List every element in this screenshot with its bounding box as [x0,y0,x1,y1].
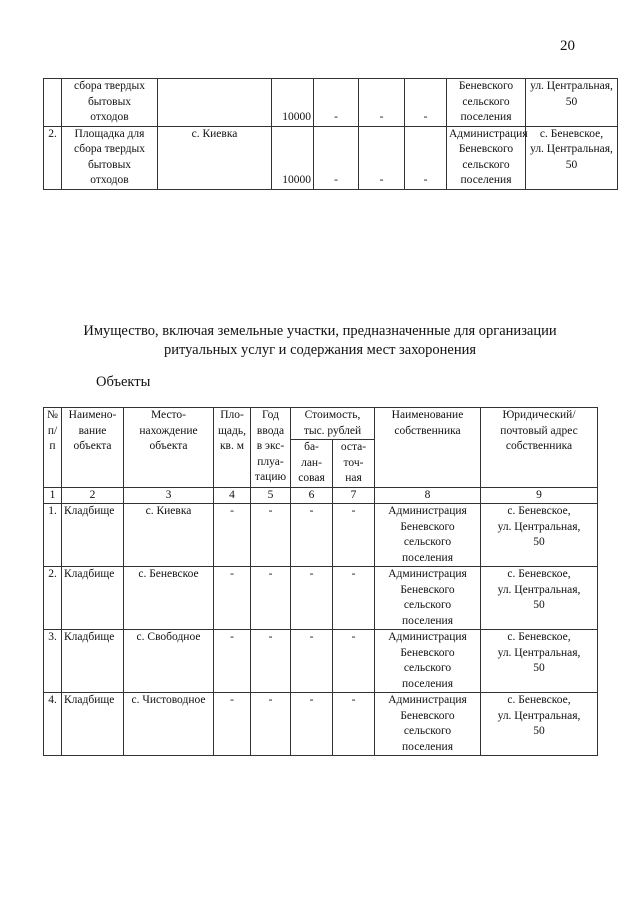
cell-ost: - [333,630,375,693]
cell-year: - [251,693,291,756]
column-number: 4 [214,487,251,504]
cell-bal: - [359,79,405,127]
cell-ost: - [405,126,447,189]
cell-ost: - [333,567,375,630]
cell-location: с. Свободное [124,630,214,693]
column-number-row [44,487,598,504]
cell-area: - [214,693,251,756]
cell-name: Кладбище [62,693,124,756]
cell-year: - [314,79,359,127]
cell-no: 3. [44,630,62,693]
cell-no: 1. [44,504,62,567]
cell-location: с. Киевка [158,126,272,189]
cell-location: с. Чистоводное [124,693,214,756]
header-year: Год ввода в экс- плуа- тацию [251,408,291,488]
cell-location: с. Киевка [124,504,214,567]
cell-name: Кладбище [62,567,124,630]
cell-ost: - [405,79,447,127]
cell-location [158,79,272,127]
cell-owner: Администрация Беневского сельского поселения [375,567,481,630]
cell-bal: - [291,693,333,756]
cell-owner: Беневского сельского поселения [447,79,526,127]
cell-address: ул. Центральная, 50 [526,79,618,127]
cell-address: с. Беневское, ул. Центральная, 50 [526,126,618,189]
column-number: 6 [291,487,333,504]
cell-bal: - [291,567,333,630]
cell-area: - [214,630,251,693]
cell-location: с. Беневское [124,567,214,630]
cell-name: Площадка для сбора твердых бытовых отходов [62,126,158,189]
column-number: 8 [375,487,481,504]
table-row [44,126,618,189]
cell-owner: Администрация Беневского сельского поселения [375,630,481,693]
table-row [44,79,618,127]
section-title-line2: ритуальных услуг и содержания мест захоронения [163,342,477,358]
header-name: Наимено- вание объекта [62,408,124,488]
header-owner: Наименование собственника [375,408,481,488]
page-number: 20 [560,38,575,54]
column-number: 3 [124,487,214,504]
cell-address: с. Беневское, ул. Центральная, 50 [481,693,598,756]
cell-name: Кладбище [62,504,124,567]
column-number: 2 [62,487,124,504]
table-row [44,693,598,756]
cell-bal: - [291,630,333,693]
cell-year: - [314,126,359,189]
cell-bal: - [359,126,405,189]
cell-no: 2. [44,567,62,630]
column-number: 7 [333,487,375,504]
section-title [40,322,600,360]
header-address: Юридический/ почтовый адрес собственника [481,408,598,488]
header-no: № п/п [44,408,62,488]
column-number: 5 [251,487,291,504]
section-title-line1: Имущество, включая земельные участки, предназначенные для организации [83,323,557,339]
cell-no [44,79,62,127]
table-row [44,630,598,693]
cell-year: - [251,630,291,693]
cell-area: - [214,504,251,567]
header-cost: Стоимость, тыс. рублей [291,408,375,440]
table-row [44,504,598,567]
cell-ost: - [333,693,375,756]
cell-bal: - [291,504,333,567]
cell-address: с. Беневское, ул. Центральная, 50 [481,630,598,693]
column-number: 9 [481,487,598,504]
cell-ost: - [333,504,375,567]
cell-area: - [214,567,251,630]
cell-year: - [251,567,291,630]
cell-name: Кладбище [62,630,124,693]
cell-no: 2. [44,126,62,189]
cell-address: с. Беневское, ул. Центральная, 50 [481,567,598,630]
top-table [43,78,618,190]
header-bal: ба- лан- совая [291,440,333,488]
cell-no: 4. [44,693,62,756]
table-row [44,567,598,630]
cell-owner: Администрация Беневского сельского поселения [447,126,526,189]
cell-address: с. Беневское, ул. Центральная, 50 [481,504,598,567]
header-area: Пло- щадь, кв. м [214,408,251,488]
column-number: 1 [44,487,62,504]
cell-area: 10000 [272,126,314,189]
header-row [44,408,598,440]
cell-owner: Администрация Беневского сельского поселения [375,504,481,567]
cell-name: сбора твердых бытовых отходов [62,79,158,127]
section-subtitle: Объекты [96,374,151,390]
cell-owner: Администрация Беневского сельского поселения [375,693,481,756]
cell-year: - [251,504,291,567]
header-location: Место- нахождение объекта [124,408,214,488]
header-ost: оста- точ- ная [333,440,375,488]
cell-area: 10000 [272,79,314,127]
main-table [43,407,598,756]
